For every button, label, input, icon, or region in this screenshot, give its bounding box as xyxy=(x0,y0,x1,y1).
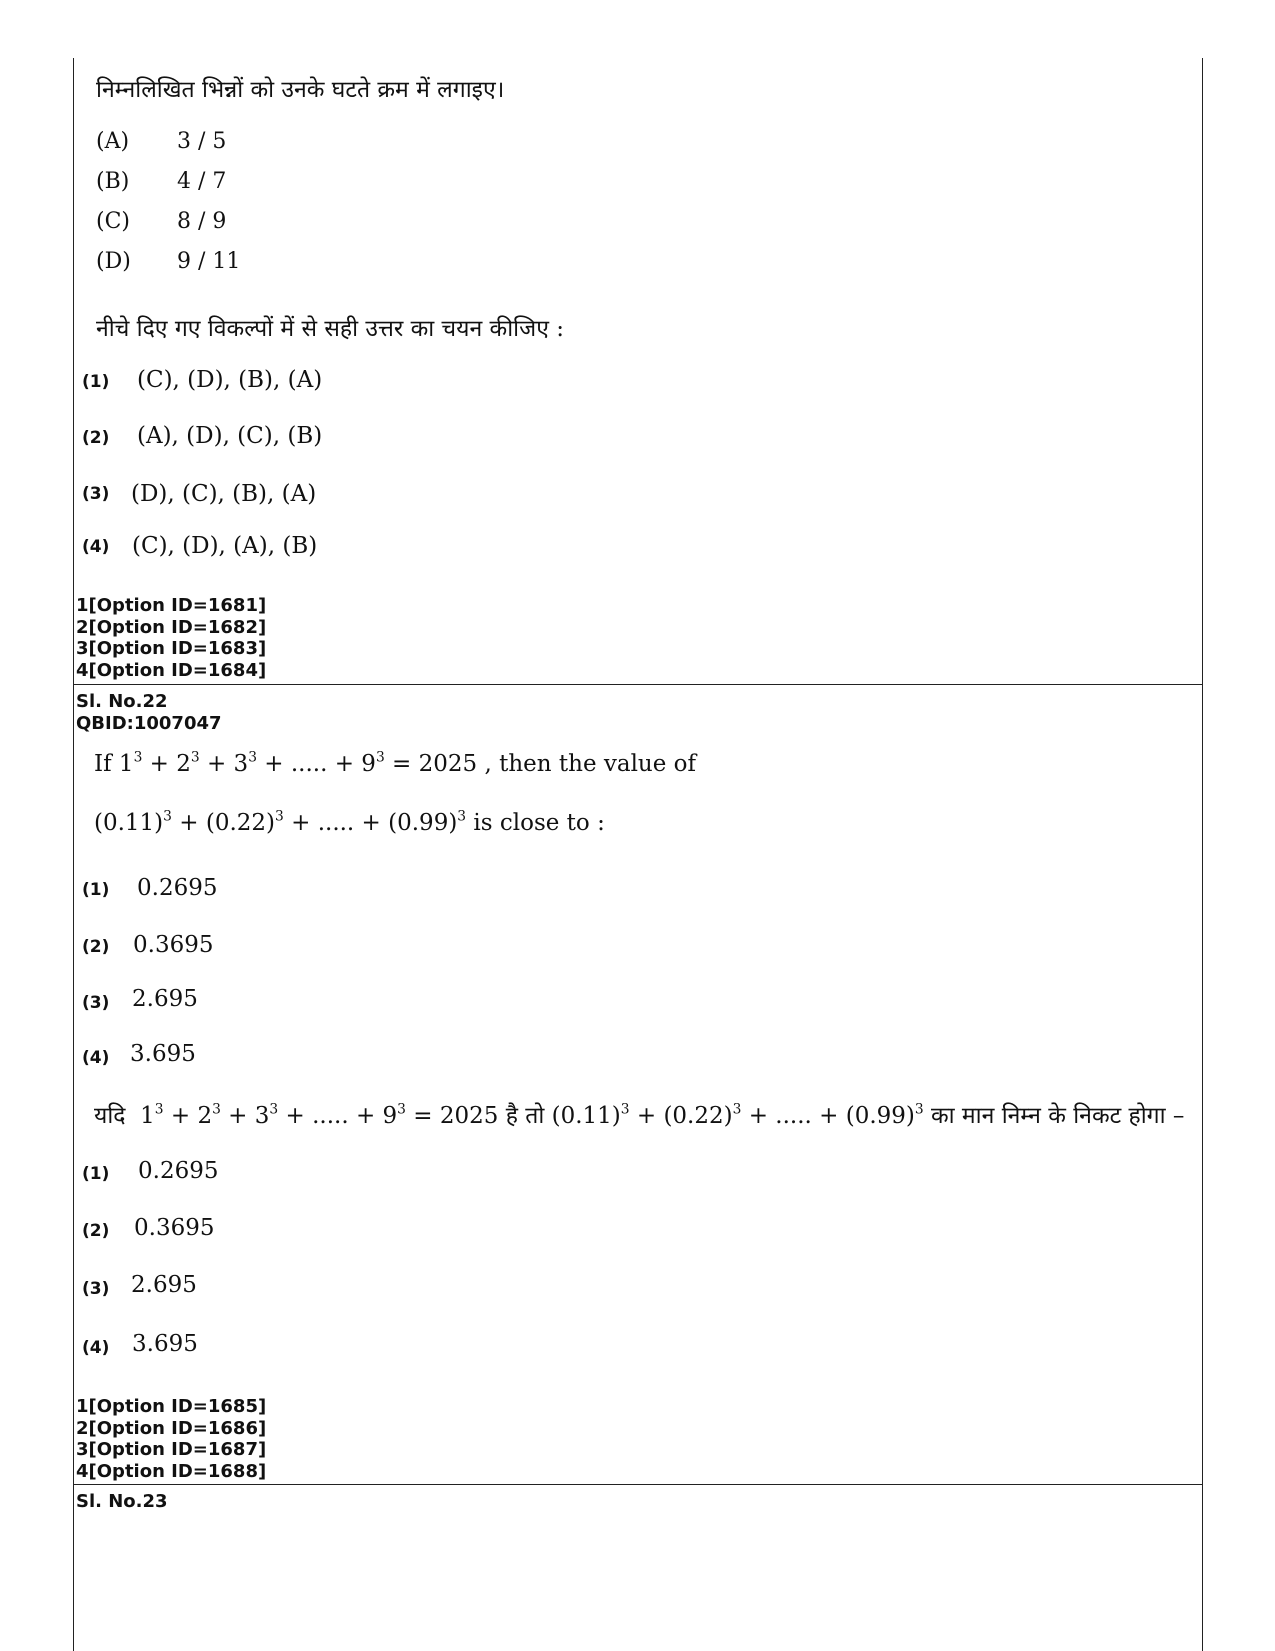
item-value: 9 / 11 xyxy=(177,249,241,274)
serial-number: Sl. No.22 xyxy=(76,691,168,712)
qbid: QBID:1007047 xyxy=(76,712,222,734)
option-text[interactable]: (A), (D), (C), (B) xyxy=(137,423,323,449)
item-label: (C) xyxy=(96,209,130,234)
option-number: (4) xyxy=(82,537,110,557)
section-divider xyxy=(74,684,1202,685)
q-prefix: If xyxy=(94,751,119,777)
option-number: (1) xyxy=(82,372,110,392)
option-id: 4[Option ID=1688] xyxy=(76,1460,267,1482)
option-number: (2) xyxy=(82,1221,110,1241)
option-text[interactable]: 2.695 xyxy=(131,1272,197,1298)
option-text[interactable]: 0.3695 xyxy=(134,1215,215,1241)
q-suffix: is close to : xyxy=(466,810,605,836)
option-id: 4[Option ID=1684] xyxy=(76,659,267,681)
option-number: (4) xyxy=(82,1338,110,1358)
option-text[interactable]: (C), (D), (B), (A) xyxy=(137,367,323,393)
option-id-list xyxy=(76,595,266,681)
q-mid-hindi: = 2025 है तो xyxy=(413,1103,545,1129)
option-number: (1) xyxy=(82,1164,110,1184)
q-suffix-hindi: का मान निम्न के निकट होगा – xyxy=(930,1103,1185,1129)
option-number: (1) xyxy=(82,880,110,900)
q-suffix: = 2025 , then the value of xyxy=(384,751,697,777)
option-number: (2) xyxy=(82,428,110,448)
option-id: 2[Option ID=1682] xyxy=(76,616,267,638)
option-id: 3[Option ID=1687] xyxy=(76,1439,267,1460)
question-text-hindi: निम्नलिखित भिन्नों को उनके घटते क्रम में लगाइए। xyxy=(96,77,505,103)
question-sheet xyxy=(73,58,1203,1651)
option-id: 2[Option ID=1686] xyxy=(76,1417,267,1439)
item-value: 8 / 9 xyxy=(177,209,227,234)
option-id: 3[Option ID=1683] xyxy=(76,638,267,659)
option-id: 1[Option ID=1681] xyxy=(76,595,267,616)
option-text[interactable]: 0.2695 xyxy=(138,1158,219,1184)
option-number: (2) xyxy=(82,937,110,957)
option-text[interactable]: 3.695 xyxy=(132,1331,198,1357)
serial-number: Sl. No.23 xyxy=(76,1491,168,1512)
option-number: (3) xyxy=(82,1279,110,1299)
item-label: (A) xyxy=(96,129,130,154)
option-text[interactable]: 2.695 xyxy=(132,986,198,1012)
item-value: 4 / 7 xyxy=(177,169,227,194)
option-number: (3) xyxy=(82,993,110,1013)
option-text[interactable]: (C), (D), (A), (B) xyxy=(132,533,318,559)
option-id-list xyxy=(76,1396,266,1482)
option-number: (4) xyxy=(82,1048,110,1068)
option-id: 1[Option ID=1685] xyxy=(76,1396,267,1417)
item-label: (D) xyxy=(96,249,131,274)
instruction-hindi: नीचे दिए गए विकल्पों में से सही उत्तर का चयन कीजिए : xyxy=(96,316,564,342)
option-text[interactable]: 3.695 xyxy=(130,1041,196,1067)
q-prefix-hindi: यदि xyxy=(94,1103,126,1129)
section-divider xyxy=(74,1484,1202,1485)
item-value: 3 / 5 xyxy=(177,129,227,154)
question-text-hindi: यदि $1^3 + 2^3 + 3^3$ + ..... + $9^3 = 2025$ है तो $(0.11)^3 + (0.22)^3$ + ..... + $(0.99)^3$ का मान निम्न के निकट होगा – xyxy=(94,1101,1185,1129)
question-header xyxy=(76,691,222,734)
option-text[interactable]: (D), (C), (B), (A) xyxy=(131,481,317,507)
question-text-english-line2: $(0.11)^3 + (0.22)^3$ + ..... + $(0.99)^3$ is close to : xyxy=(94,808,605,836)
item-label: (B) xyxy=(96,169,130,194)
option-number: (3) xyxy=(82,484,110,504)
question-text-english-line1: If $1^3 + 2^3 + 3^3$ + ..... + $9^3 = 2025$ , then the value of xyxy=(94,749,697,777)
option-text[interactable]: 0.3695 xyxy=(133,932,214,958)
option-text[interactable]: 0.2695 xyxy=(137,875,218,901)
